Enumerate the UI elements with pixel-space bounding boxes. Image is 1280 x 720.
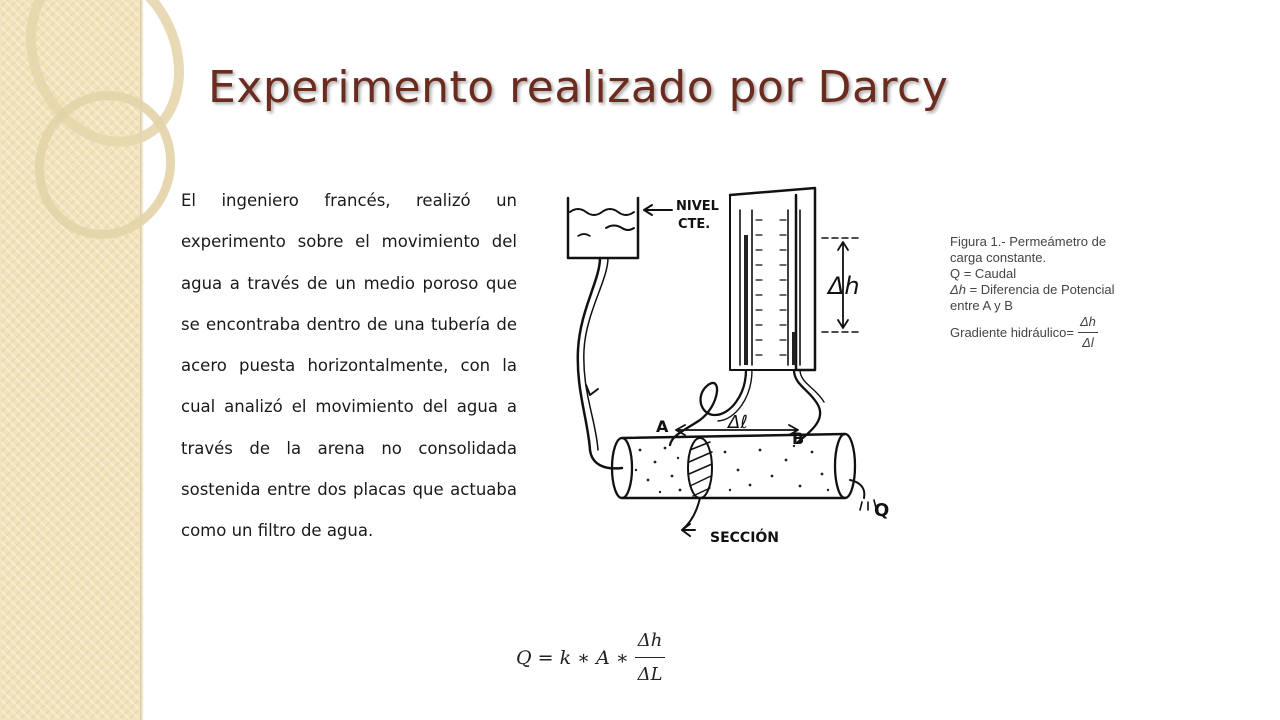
section-hatch [689,442,712,496]
figure-caption [950,234,1170,266]
label-q: Q [874,500,890,521]
label-delta-h: Δh [828,272,860,300]
label-a: A [656,417,669,436]
ring-lower [20,77,190,253]
legend-q: Q = Caudal [950,266,1017,281]
darcy-permeameter-diagram [560,180,910,560]
label-nivel: NIVEL [676,199,719,214]
formula-num: Δh [635,630,666,658]
legend-dh [950,282,1170,314]
legend-grad-num: Δh [1078,314,1098,333]
seccion-arrow [682,498,700,536]
formula-fraction [635,630,666,685]
scale-ticks-a [756,220,762,355]
water-surface [570,209,634,215]
label-delta-l: Δℓ [728,412,748,433]
legend-grad-fraction [1078,314,1098,351]
figure-caption-line1: Figura 1.- Permeámetro de [950,234,1107,249]
sand-particles [635,445,829,493]
water-ripple [606,226,634,231]
pipe-body [622,434,845,498]
legend-dh-def: = Diferencia de Potencial [965,282,1115,297]
label-b: B [792,429,805,448]
legend-dh-symbol: Δh [950,282,966,297]
nivel-arrow [644,205,672,215]
tube-b-water [792,332,796,365]
legend-gradient [950,314,1170,351]
legend-dh-def2: entre A y B [950,298,1013,313]
label-seccion: SECCIÓN [710,530,780,546]
water-ripple-2 [578,234,590,236]
pipe-right-end [835,434,855,498]
legend-grad-den: Δl [1082,335,1094,350]
figure-legend [950,234,1170,351]
supply-hose-inner [584,258,608,450]
legend-grad-label: Gradiente hidráulico= [950,324,1074,340]
label-cte: CTE. [678,217,711,232]
darcy-formula [516,630,665,685]
figure-caption-line2: carga constante. [950,250,1047,265]
body-paragraph: El ingeniero francés, realizó un experimento sobre el movimiento del agua a través de un medio poroso que se encontraba dentro de una tubería de acero puesta horizontalmente, con la cual analizó el movimiento del agua a través de la arena no consolidada sostenida entre dos placas que actuaba como un filtro de agua. [181,191,517,541]
slide-title: Experimento realizado por Darcy [208,62,949,113]
scale-ticks-b [780,220,786,355]
formula-lhs: Q = k ∗ A ∗ [516,646,629,669]
tube-a-water [744,235,748,365]
formula-den: ΔL [637,664,663,685]
manometer-board [730,188,815,370]
ring-upper [4,0,207,166]
reservoir-tank [568,198,638,258]
